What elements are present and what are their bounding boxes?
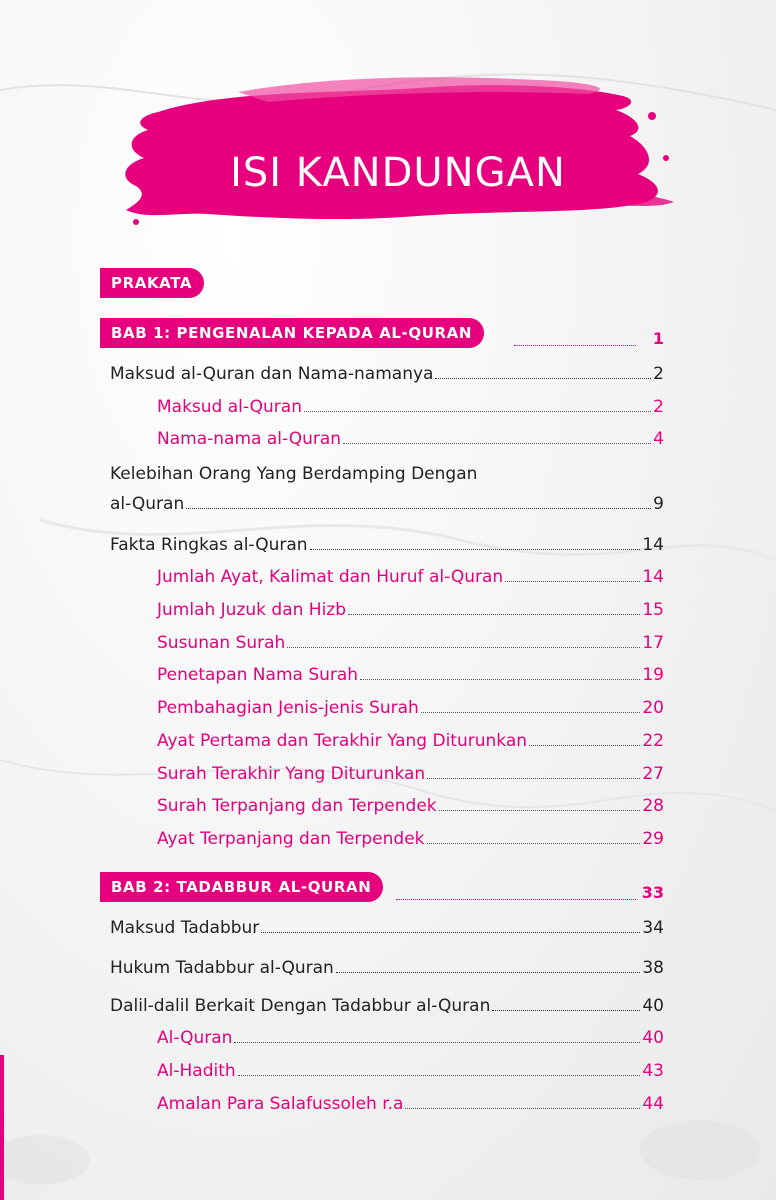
leader-dots [234,1042,640,1043]
chapter-2-badge: BAB 2: TADABBUR AL-QURAN [100,872,383,902]
toc-entry[interactable] [110,992,664,1016]
toc-entry[interactable] [110,954,664,978]
entry-page: 20 [642,698,664,718]
entry-title: Maksud al-Quran [157,397,302,417]
entry-page: 14 [642,567,664,587]
leader-dots [287,647,640,648]
entry-title: Al-Hadith [157,1061,236,1081]
toc-subentry[interactable] [157,792,664,816]
entry-page: 38 [642,958,664,978]
leader-dots [405,1108,640,1109]
leader-dots [360,679,640,680]
leader-dots [514,345,636,346]
toc-chapter-1[interactable] [100,318,664,350]
entry-title: Dalil-dalil Berkait Dengan Tadabbur al-Quran [110,996,491,1016]
entry-title: Surah Terpanjang dan Terpendek [157,796,437,816]
entry-title: Amalan Para Salafussoleh r.a [157,1094,404,1114]
leader-dots [304,411,651,412]
entry-title: Hukum Tadabbur al-Quran [110,958,334,978]
toc-subentry[interactable] [157,727,664,751]
toc-subentry[interactable] [157,661,664,685]
leader-dots [396,899,636,900]
leader-dots [529,745,640,746]
entry-page: 40 [642,996,664,1016]
toc-entry[interactable] [110,531,664,555]
entry-title: Ayat Terpanjang dan Terpendek [157,829,425,849]
leader-dots [348,614,640,615]
leader-dots [435,378,651,379]
entry-title: Surah Terakhir Yang Diturunkan [157,764,426,784]
toc-subentry[interactable] [157,760,664,784]
leader-dots [261,932,640,933]
leader-dots [505,581,640,582]
leader-dots [427,778,640,779]
entry-page: 15 [642,600,664,620]
entry-page: 22 [642,731,664,751]
toc-subentry[interactable] [157,596,664,620]
toc-entry[interactable] [110,360,664,384]
chapter-2-page: 33 [641,883,664,902]
toc-subentry[interactable] [157,825,664,849]
entry-page: 43 [642,1061,664,1081]
entry-title: Fakta Ringkas al-Quran [110,535,308,555]
leader-dots [343,443,651,444]
entry-page: 40 [642,1028,664,1048]
entry-title: Jumlah Juzuk dan Hizb [157,600,347,620]
entry-page: 44 [642,1094,664,1114]
entry-page: 19 [642,665,664,685]
entry-page: 2 [653,397,664,417]
toc-subentry[interactable] [157,393,664,417]
toc-chapter-2[interactable] [100,872,664,904]
leader-dots [427,843,641,844]
preface-badge: PRAKATA [100,268,204,298]
leader-dots [186,508,651,509]
entry-page: 17 [642,633,664,653]
toc-subentry[interactable] [157,563,664,587]
entry-page: 9 [653,494,664,514]
entry-page: 29 [642,829,664,849]
toc-subentry[interactable] [157,1090,664,1114]
toc-subentry[interactable] [157,425,664,449]
leader-dots [421,712,641,713]
toc-subentry[interactable] [157,629,664,653]
entry-page: 4 [653,429,664,449]
entry-page: 27 [642,764,664,784]
leader-dots [238,1075,641,1076]
entry-page: 28 [642,796,664,816]
entry-page: 2 [653,364,664,384]
entry-page: 34 [642,918,664,938]
entry-title: Ayat Pertama dan Terakhir Yang Diturunkan [157,731,528,751]
toc-entry[interactable] [110,490,664,514]
toc-subentry[interactable] [157,1024,664,1048]
toc-entry[interactable] [110,914,664,938]
entry-title: Maksud Tadabbur [110,918,260,938]
entry-title-line1[interactable]: Kelebihan Orang Yang Berdamping Dengan [110,464,478,484]
chapter-1-page: 1 [652,329,664,348]
entry-title: Pembahagian Jenis-jenis Surah [157,698,419,718]
leader-dots [492,1010,640,1011]
entry-title: Nama-nama al-Quran [157,429,342,449]
entry-page: 14 [642,535,664,555]
entry-title: Jumlah Ayat, Kalimat dan Huruf al-Quran [157,567,504,587]
entry-title: Maksud al-Quran dan Nama-namanya [110,364,434,384]
entry-title-line2: al-Quran [110,494,185,514]
entry-title: Al-Quran [157,1028,233,1048]
entry-title: Susunan Surah [157,633,286,653]
toc-subentry[interactable] [157,1057,664,1081]
leader-dots [310,549,641,550]
toc-subentry[interactable] [157,694,664,718]
leader-dots [439,810,641,811]
chapter-1-badge: BAB 1: PENGENALAN KEPADA AL-QURAN [100,318,484,348]
leader-dots [336,972,641,973]
entry-title: Penetapan Nama Surah [157,665,359,685]
page-title: ISI KANDUNGAN [230,150,566,196]
toc-section-preface[interactable] [100,268,664,300]
